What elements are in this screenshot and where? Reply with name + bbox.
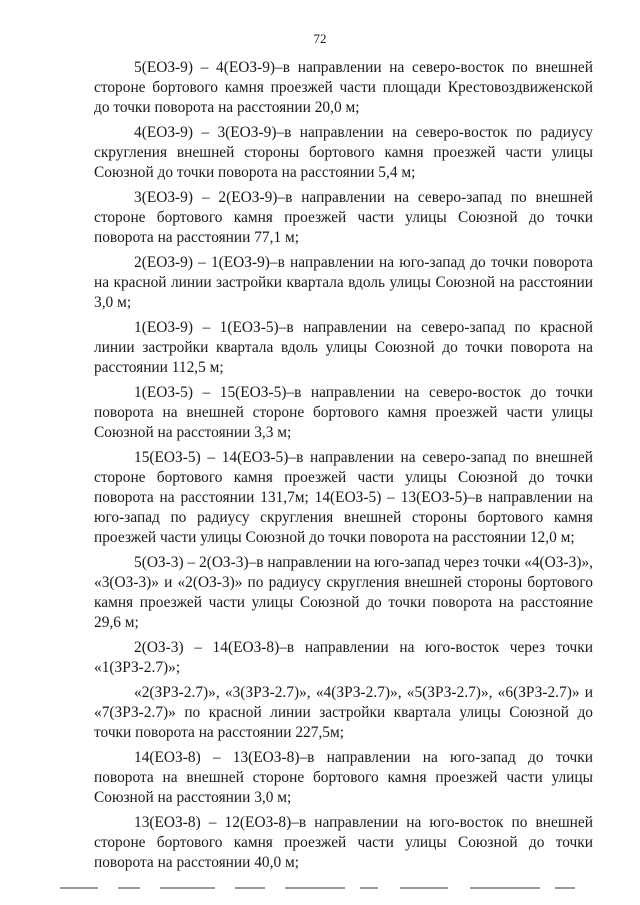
document-body — [94, 58, 593, 878]
scan-artifact-line — [60, 887, 580, 891]
paragraph: 13(ЕОЗ-8) – 12(ЕОЗ-8)–в направлении на юго-восток по внешней стороне бортового камня проезжей части улицы Союзной до точки поворота на расстоянии 40,0 м; — [94, 814, 593, 871]
paragraph: 15(ЕОЗ-5) – 14(ЕОЗ-5)–в направлении на северо-запад по внешней стороне бортового камня проезжей части улицы Союзной до точки поворота на расстоянии 131,7м; 14(ЕОЗ-5) – 13(ЕОЗ-5)–в направлении на юго-запад по радиусу скругления внешней стороны бортового камня проезжей части улицы Союзной до точки поворота на расстоянии 12,0 м; — [94, 449, 593, 546]
paragraph: 2(ОЗ-3) – 14(ЕОЗ-8)–в направлении на юго-восток через точки «1(ЗРЗ-2.7)»; — [94, 639, 593, 676]
paragraph: 3(ЕОЗ-9) – 2(ЕОЗ-9)–в направлении на северо-запад по внешней стороне бортового камня проезжей части улицы Союзной до точки поворота на расстоянии 77,1 м; — [94, 189, 593, 246]
paragraph: 1(ЕОЗ-5) – 15(ЕОЗ-5)–в направлении на северо-восток до точки поворота на внешней стороне бортового камня проезжей части улицы Союзной на расстоянии 3,3 м; — [94, 384, 593, 441]
paragraph: 5(ОЗ-3) – 2(ОЗ-3)–в направлении на юго-запад через точки «4(ОЗ-3)», «3(ОЗ-3)» и «2(ОЗ-3)» по радиусу скругления внешней стороны бортового камня проезжей части улицы Союзной до точки поворота на расстояние 29,6 м; — [94, 554, 593, 631]
paragraph: 2(ЕОЗ-9) – 1(ЕОЗ-9)–в направлении на юго-запад до точки поворота на красной линии застройки квартала вдоль улицы Союзной на расстоянии 3,0 м; — [94, 254, 593, 311]
paragraph: 4(ЕОЗ-9) – 3(ЕОЗ-9)–в направлении на северо-восток по радиусу скругления внешней стороны бортового камня проезжей части улицы Союзной до точки поворота на расстоянии 5,4 м; — [94, 124, 593, 181]
page-number: 72 — [313, 31, 327, 46]
paragraph: 14(ЕОЗ-8) – 13(ЕОЗ-8)–в направлении на юго-запад до точки поворота на внешней стороне бортового камня проезжей части улицы Союзной на расстоянии 3,0 м; — [94, 749, 593, 806]
paragraph: «2(ЗРЗ-2.7)», «3(ЗРЗ-2.7)», «4(ЗРЗ-2.7)», «5(ЗРЗ-2.7)», «6(ЗРЗ-2.7)» и «7(ЗРЗ-2.7)» по красной линии застройки квартала улицы Союзной до точки поворота на расстоянии 227,5м; — [94, 684, 593, 741]
paragraph: 1(ЕОЗ-9) – 1(ЕОЗ-5)–в направлении на северо-запад по красной линии застройки квартала вдоль улицы Союзной до точки поворота на расстоянии 112,5 м; — [94, 319, 593, 376]
paragraph: 5(ЕОЗ-9) – 4(ЕОЗ-9)–в направлении на северо-восток по внешней стороне бортового камня проезжей части площади Крестовоздвиженской до точки поворота на расстоянии 20,0 м; — [94, 59, 593, 116]
